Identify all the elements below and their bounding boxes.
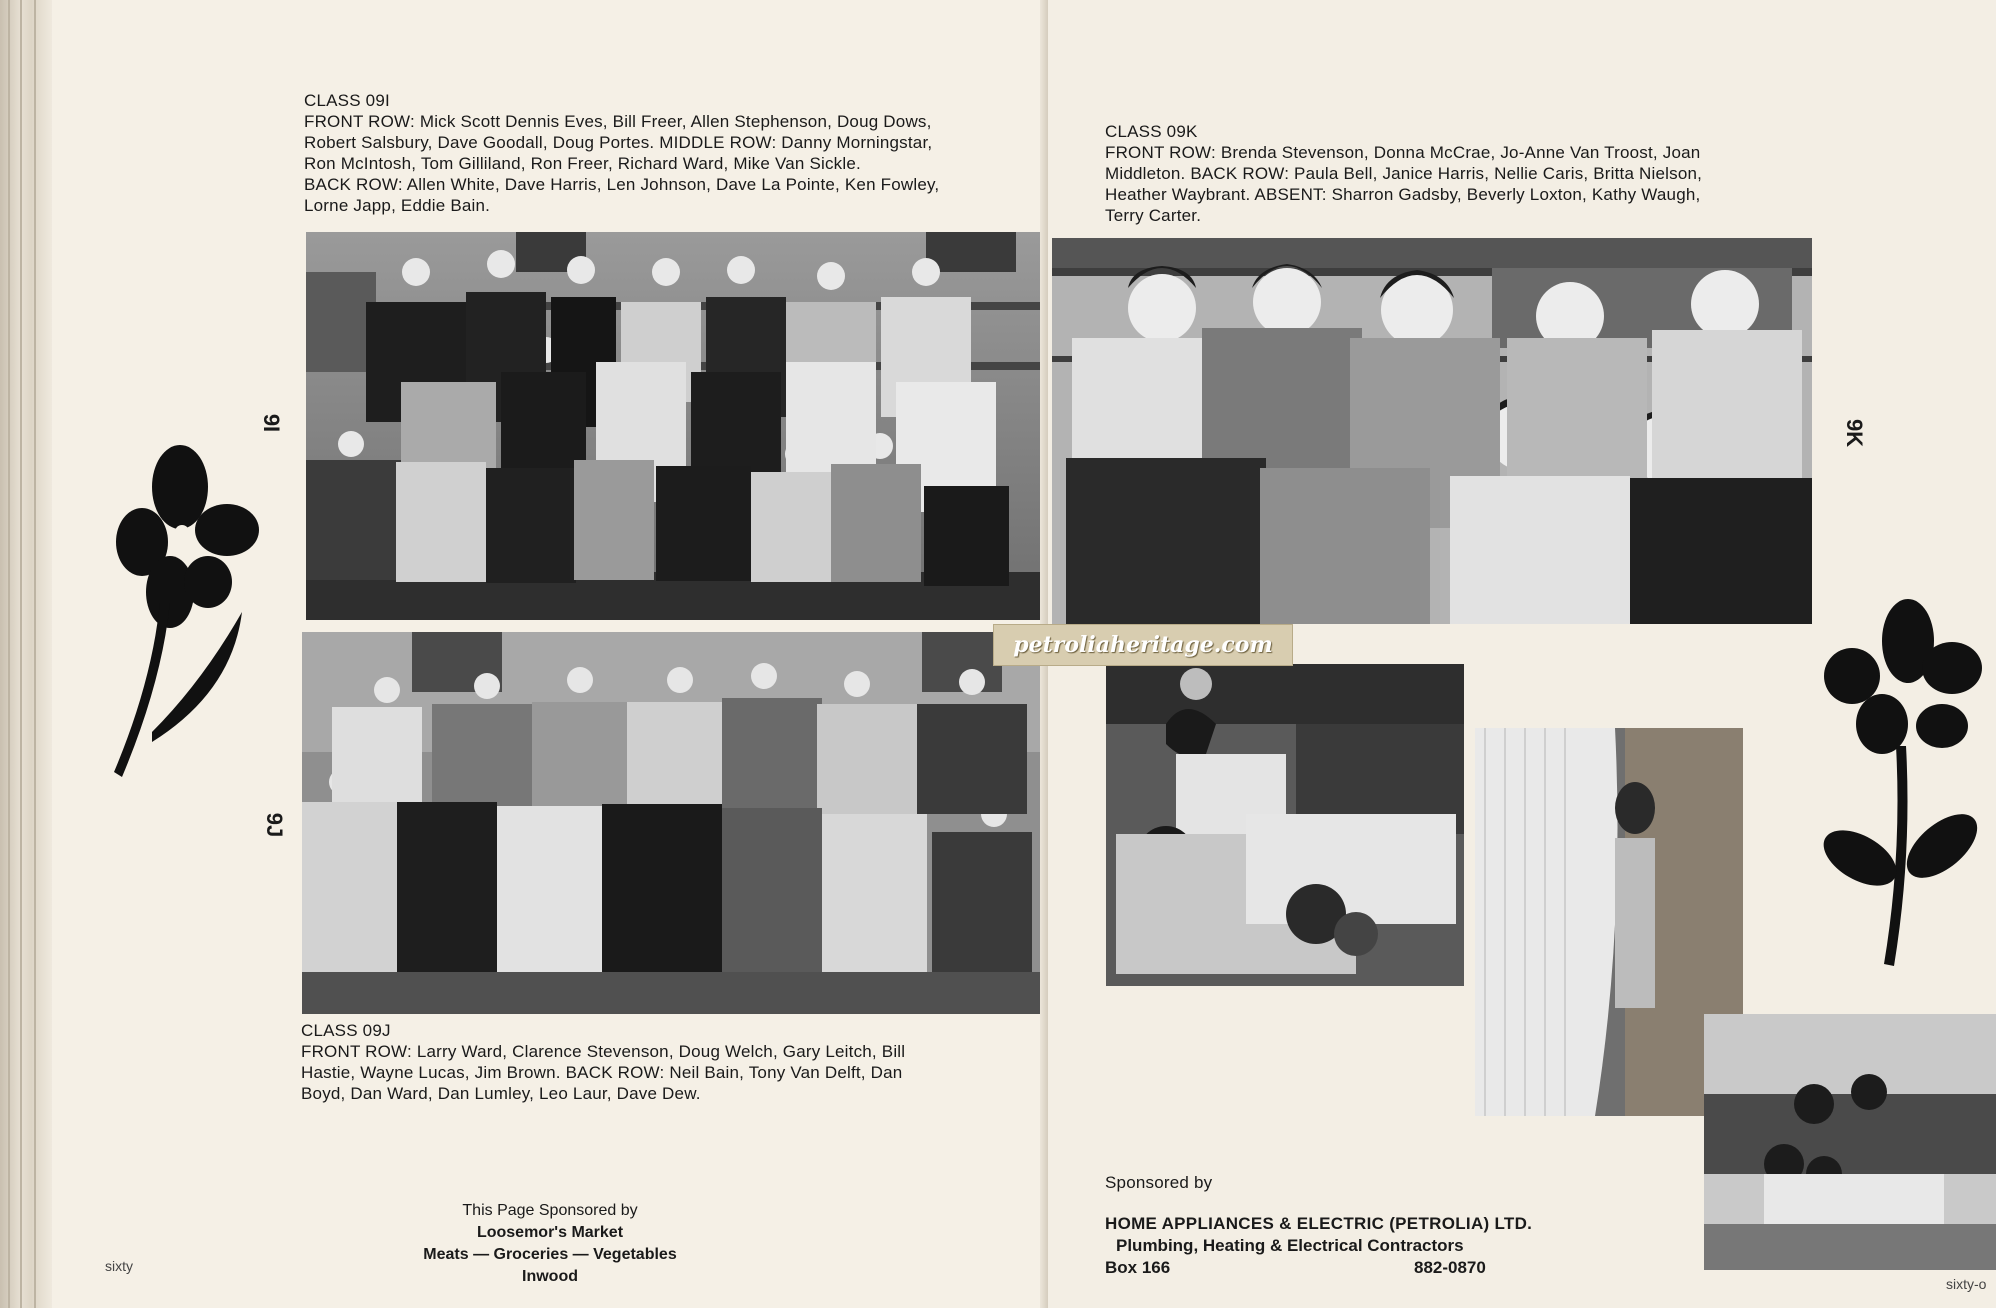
- class-09i-caption: [304, 90, 1024, 216]
- candid-photo-1: [1106, 664, 1464, 986]
- candid-photo-2: [1475, 728, 1743, 1116]
- class-09k-line: Heather Waybrant. ABSENT: Sharron Gadsby, Beverly Loxton, Kathy Waugh,: [1105, 185, 1701, 204]
- sponsor-name: Loosemor's Market: [476, 1224, 624, 1241]
- class-09i-line: FRONT ROW: Mick Scott Dennis Eves, Bill Freer, Allen Stephenson, Doug Dows,: [304, 112, 932, 131]
- class-09i-line: Ron McIntosh, Tom Gilliland, Ron Freer, Richard Ward, Mike Van Sickle.: [304, 154, 861, 173]
- class-09i-photo: [306, 232, 1050, 620]
- right-sponsor-services: Plumbing, Heating & Electrical Contractors: [1116, 1236, 1464, 1255]
- sponsor-products: Meats — Groceries — Vegetables: [423, 1246, 677, 1263]
- right-sponsor-label: Sponsored by: [1105, 1173, 1213, 1192]
- class-09j-line: Boyd, Dan Ward, Dan Lumley, Leo Laur, Dave Dew.: [301, 1084, 701, 1103]
- page-number-right: sixty-o: [1946, 1276, 1987, 1292]
- side-label-9j: 9J: [262, 812, 288, 838]
- class-09k-line: Terry Carter.: [1105, 206, 1202, 225]
- class-09i-line: Lorne Japp, Eddie Bain.: [304, 196, 491, 215]
- candid-photo-3: [1704, 1014, 1996, 1270]
- left-sponsor: [400, 1200, 700, 1288]
- edge-line: [20, 0, 22, 1308]
- edge-line: [8, 0, 10, 1308]
- class-09k-line: FRONT ROW: Brenda Stevenson, Donna McCrae, Jo-Anne Van Troost, Joan: [1105, 143, 1701, 162]
- sponsor-intro: This Page Sponsored by: [462, 1202, 638, 1219]
- class-09j-heading: CLASS 09J: [301, 1021, 391, 1040]
- flower-decoration-right: [1802, 596, 1996, 966]
- right-sponsor-phone: 882-0870: [1414, 1258, 1486, 1277]
- class-09j-line: Hastie, Wayne Lucas, Jim Brown. BACK ROW: Neil Bain, Tony Van Delft, Dan: [301, 1063, 903, 1082]
- right-sponsor-box: Box 166: [1105, 1258, 1171, 1277]
- class-09i-line: BACK ROW: Allen White, Dave Harris, Len Johnson, Dave La Pointe, Ken Fowley,: [304, 175, 940, 194]
- class-09j-line: FRONT ROW: Larry Ward, Clarence Stevenson, Doug Welch, Gary Leitch, Bill: [301, 1042, 906, 1061]
- edge-line: [34, 0, 36, 1308]
- class-09k-heading: CLASS 09K: [1105, 122, 1198, 141]
- class-09j-photo: [302, 632, 1052, 1014]
- flower-decoration-left: [112, 432, 262, 782]
- class-09k-photo: [1052, 238, 1812, 624]
- sponsor-location: Inwood: [522, 1268, 578, 1285]
- page-number-left: sixty: [105, 1258, 133, 1274]
- side-label-9i: 9I: [259, 413, 285, 433]
- class-09k-caption: [1105, 121, 1825, 226]
- watermark: petroliaheritage.com: [993, 624, 1293, 666]
- class-09i-line: Robert Salsbury, Dave Goodall, Doug Portes. MIDDLE ROW: Danny Morningstar,: [304, 133, 933, 152]
- class-09j-caption: [301, 1020, 1021, 1104]
- class-09k-line: Middleton. BACK ROW: Paula Bell, Janice Harris, Nellie Caris, Britta Nielson,: [1105, 164, 1703, 183]
- side-label-9k: 9K: [1842, 418, 1868, 448]
- right-sponsor-company: HOME APPLIANCES & ELECTRIC (PETROLIA) LTD.: [1105, 1214, 1533, 1233]
- class-09i-heading: CLASS 09I: [304, 91, 390, 110]
